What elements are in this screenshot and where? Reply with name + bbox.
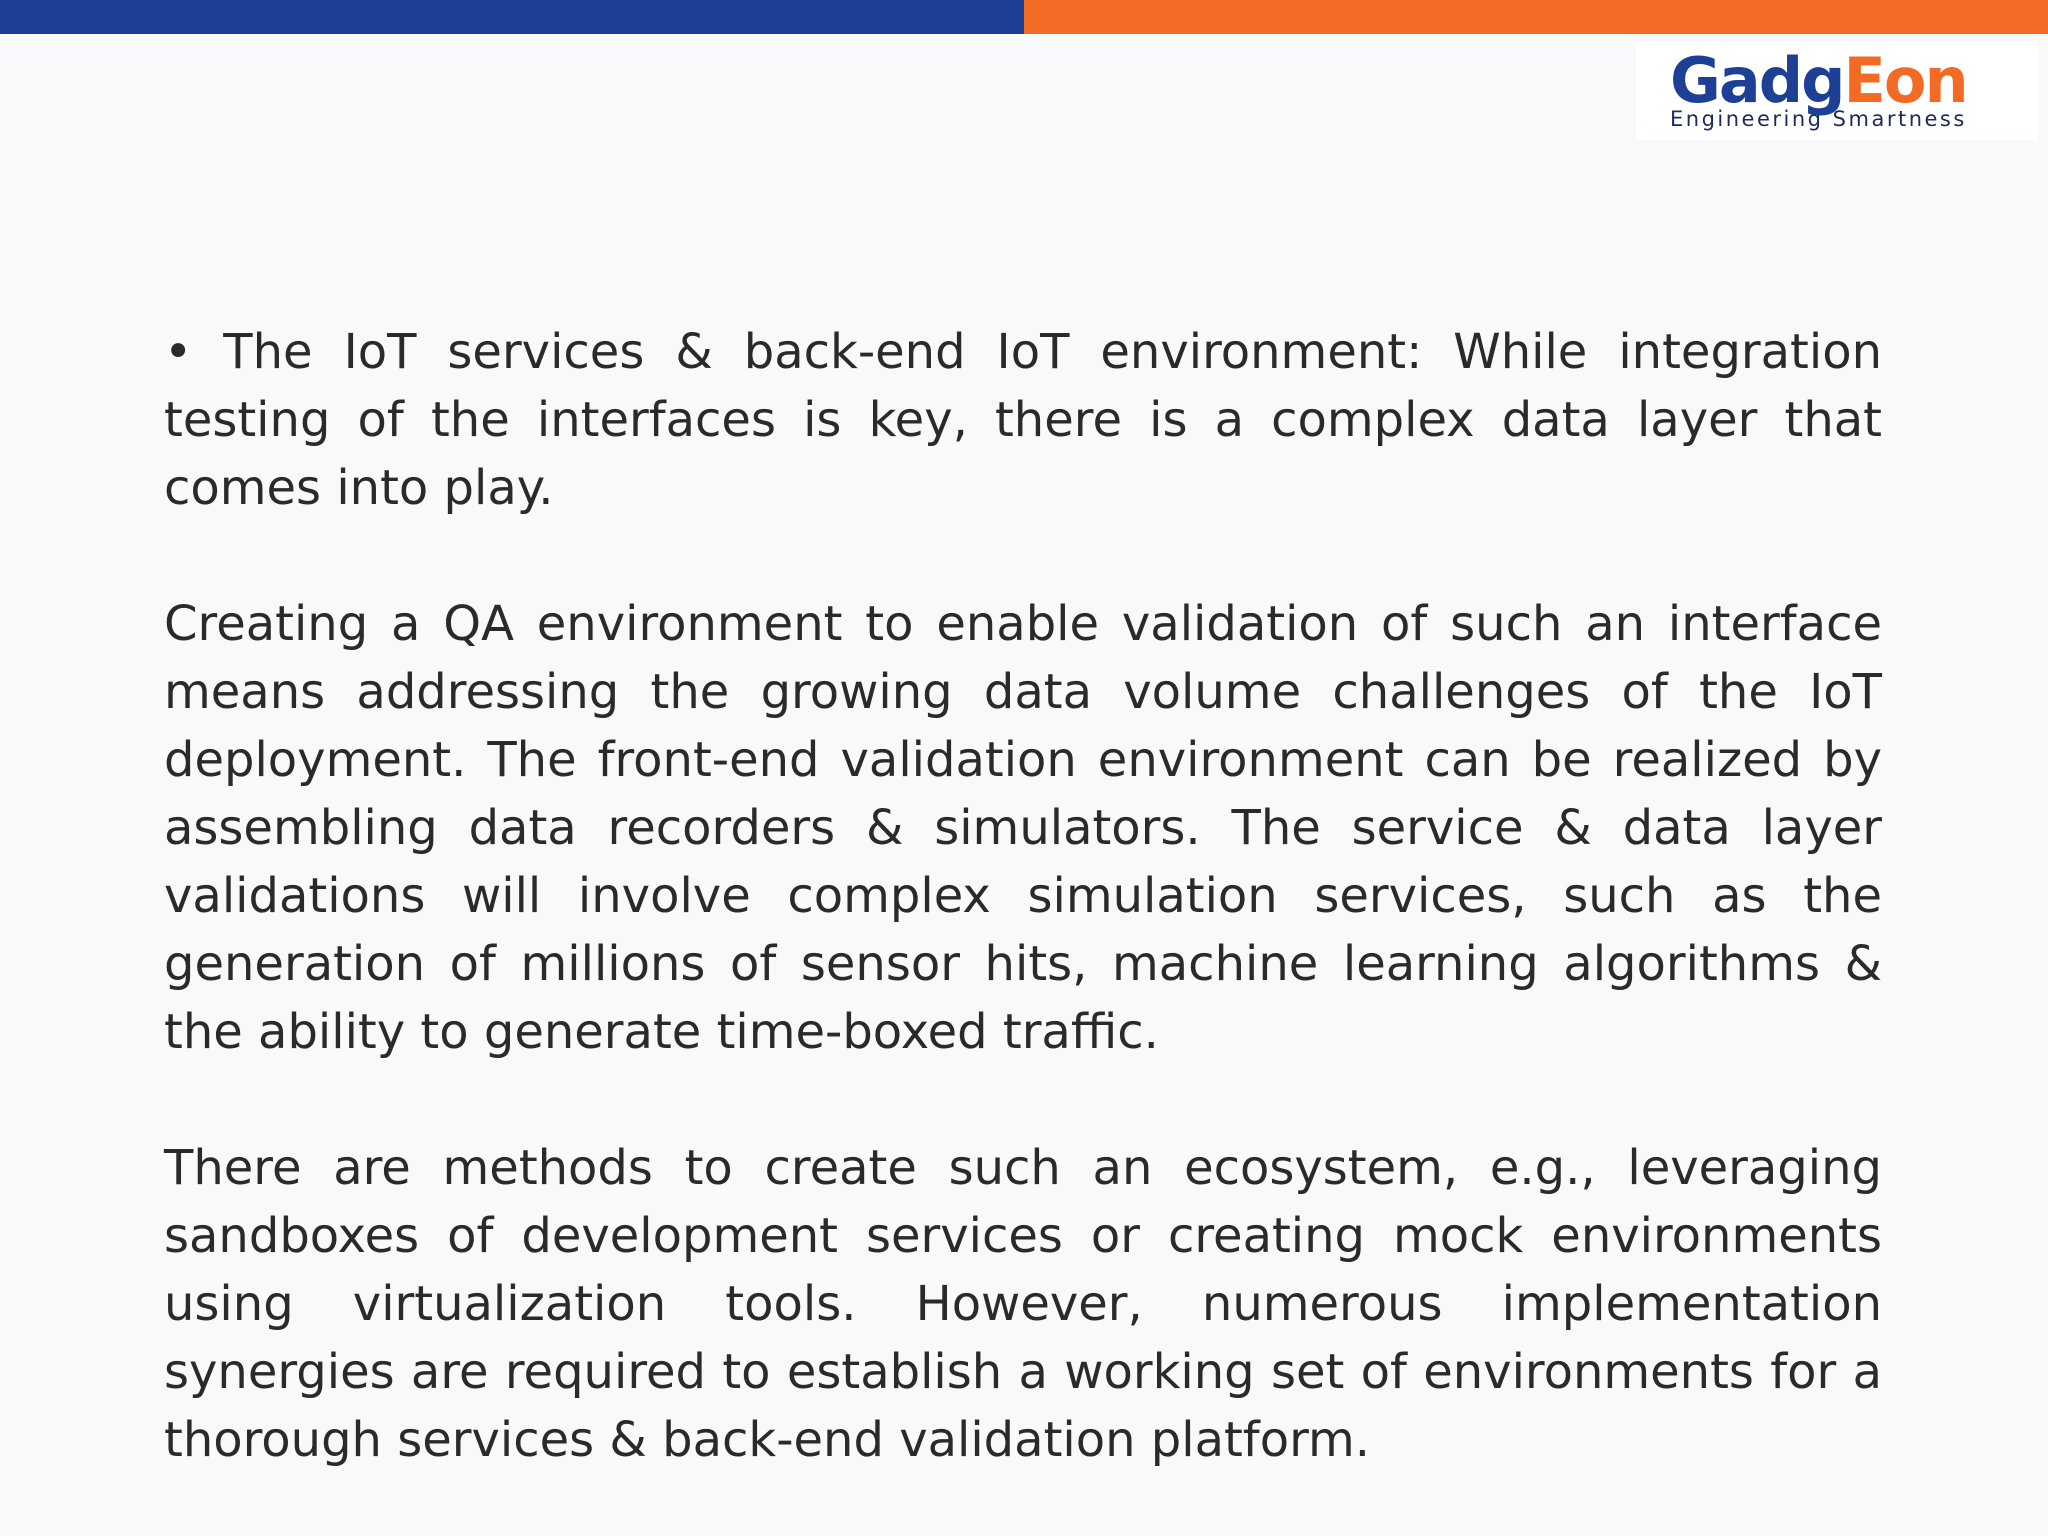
qa-environment-paragraph: Creating a QA environment to enable validation of such an interface means addressing the growing data volume challenges of the IoT deployment. The front-end validation environment can be realized by assembling data recorders & simulators. The service & data layer validations will involve complex simulation services, such as the generation of millions of sensor hits, machine learning algorithms & the ability to generate time-boxed traffic. [164, 596, 1882, 1060]
top-color-bar [0, 0, 2048, 34]
logo-gadg-text: Gadg [1670, 44, 1844, 117]
ecosystem-methods-paragraph: There are methods to create such an ecosystem, e.g., leveraging sandboxes of development services or creating mock environments using virtualization tools. However, numerous implementation synergies are required to establish a working set of environments for a thorough services & back-end validation platform. [164, 1140, 1882, 1468]
top-bar-blue-segment [0, 0, 1024, 34]
logo-tagline: Engineering Smartness [1670, 107, 1967, 131]
logo-wordmark [1670, 44, 1967, 117]
gadgeon-logo [1636, 42, 2038, 140]
top-bar-orange-segment [1024, 0, 2048, 34]
logo-eon-text: Eon [1843, 44, 1967, 117]
iot-services-bullet: • The IoT services & back-end IoT environment: While integration testing of the interfaces is key, there is a complex data layer that comes into play. [164, 324, 1882, 516]
slide-body [164, 318, 1882, 1474]
